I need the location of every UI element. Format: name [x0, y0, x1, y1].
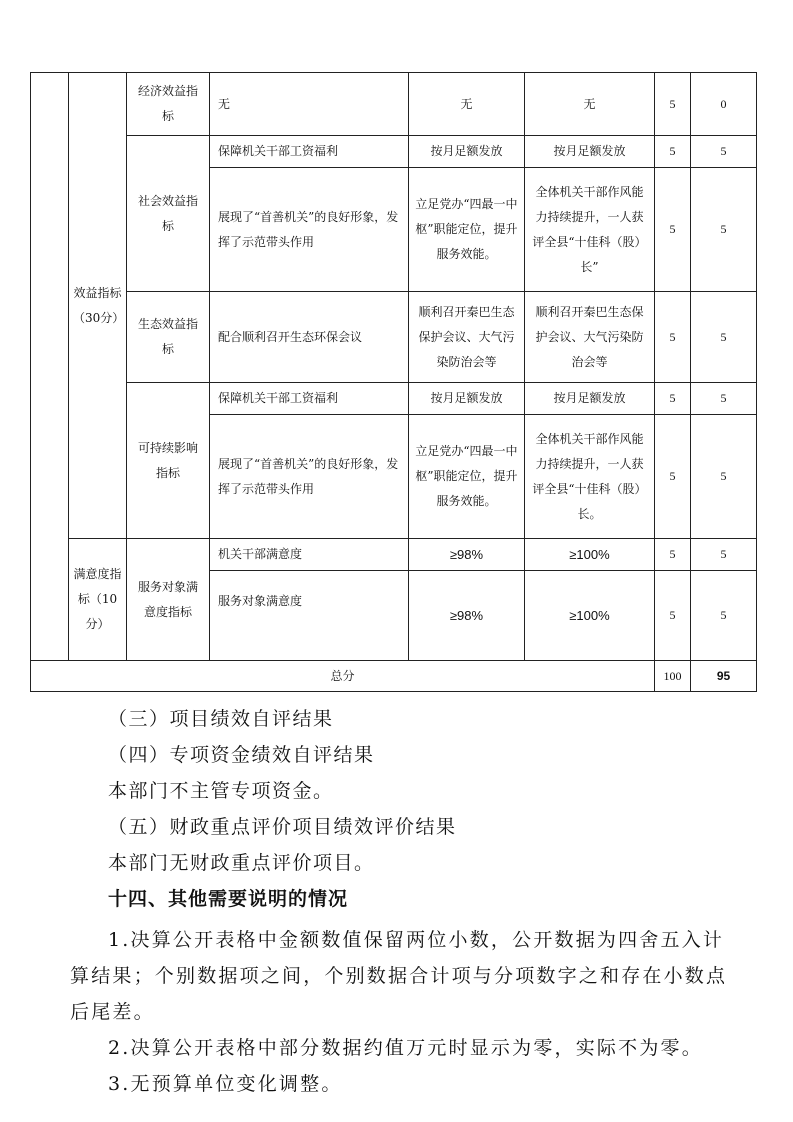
- total-label: 总分: [31, 661, 655, 692]
- annual-target: 按月足额发放: [409, 383, 525, 415]
- weight-value: 5: [655, 168, 691, 292]
- indicator-content: 保障机关干部工资福利: [210, 383, 409, 415]
- indicator-social: 社会效益指标: [127, 136, 210, 292]
- indicator-content: 无: [210, 73, 409, 136]
- annual-target: ≥98%: [409, 539, 525, 571]
- actual-result: 顺利召开秦巴生态保护会议、大气污染防治会等: [525, 292, 655, 383]
- actual-result: ≥100%: [525, 571, 655, 661]
- level1-cell: [31, 73, 69, 661]
- performance-table: [30, 72, 757, 692]
- actual-result: ≥100%: [525, 539, 655, 571]
- annual-target: 按月足额发放: [409, 136, 525, 168]
- indicator-service-satisfaction: 服务对象满意度指标: [127, 539, 210, 661]
- score-value: 5: [691, 168, 757, 292]
- note-item-3: 3.无预算单位变化调整。: [108, 1073, 343, 1095]
- score-value: 5: [691, 136, 757, 168]
- score-value: 5: [691, 292, 757, 383]
- annual-target: 无: [409, 73, 525, 136]
- weight-value: 5: [655, 383, 691, 415]
- indicator-economic: 经济效益指标: [127, 73, 210, 136]
- section-heading-4: （四）专项资金绩效自评结果: [108, 744, 375, 766]
- indicator-content: 机关干部满意度: [210, 539, 409, 571]
- section-paragraph-5: 本部门无财政重点评价项目。: [108, 852, 375, 874]
- actual-result: 全体机关干部作风能力持续提升，一人获评全县“十佳科（股）长。: [525, 415, 655, 539]
- actual-result: 按月足额发放: [525, 136, 655, 168]
- indicator-content: 展现了“首善机关”的良好形象，发挥了示范带头作用: [210, 168, 409, 292]
- section-heading-5: （五）财政重点评价项目绩效评价结果: [108, 816, 457, 838]
- annual-target: 顺利召开秦巴生态保护会议、大气污染防治会等: [409, 292, 525, 383]
- indicator-ecological: 生态效益指标: [127, 292, 210, 383]
- score-value: 5: [691, 571, 757, 661]
- section-paragraph-4: 本部门不主管专项资金。: [108, 780, 334, 802]
- score-value: 5: [691, 383, 757, 415]
- score-value: 0: [691, 73, 757, 136]
- weight-value: 5: [655, 415, 691, 539]
- note-item-1: 1.决算公开表格中金额数值保留两位小数，公开数据为四舍五入计算结果；个别数据项之间，个别数据合计项与分项数字之和存在小数点后尾差。: [70, 929, 728, 1023]
- indicator-content: 展现了“首善机关”的良好形象，发挥了示范带头作用: [210, 415, 409, 539]
- indicator-content: 配合顺利召开生态环保会议: [210, 292, 409, 383]
- actual-result: 按月足额发放: [525, 383, 655, 415]
- satisfaction-indicator-label: 满意度指标（10分）: [69, 539, 127, 661]
- score-value: 5: [691, 415, 757, 539]
- notes-list: [70, 922, 730, 1102]
- section-heading-3: （三）项目绩效自评结果: [108, 708, 334, 730]
- chapter-heading-14: 十四、其他需要说明的情况: [108, 888, 349, 910]
- total-full-score: 100: [655, 661, 691, 692]
- weight-value: 5: [655, 539, 691, 571]
- total-score: 95: [691, 661, 757, 692]
- weight-value: 5: [655, 571, 691, 661]
- weight-value: 5: [655, 73, 691, 136]
- annual-target: 立足党办“四最一中枢”职能定位，提升服务效能。: [409, 415, 525, 539]
- note-item-2: 2.决算公开表格中部分数据约值万元时显示为零，实际不为零。: [108, 1037, 703, 1059]
- indicator-sustainable: 可持续影响指标: [127, 383, 210, 539]
- benefit-indicator-label: 效益指标（30分）: [69, 73, 127, 539]
- actual-result: 全体机关干部作风能力持续提升，一人获评全县“十佳科（股）长”: [525, 168, 655, 292]
- score-value: 5: [691, 539, 757, 571]
- annual-target: ≥98%: [409, 571, 525, 661]
- indicator-content: 服务对象满意度: [210, 571, 409, 661]
- actual-result: 无: [525, 73, 655, 136]
- weight-value: 5: [655, 292, 691, 383]
- indicator-content: 保障机关干部工资福利: [210, 136, 409, 168]
- annual-target: 立足党办“四最一中枢”职能定位，提升服务效能。: [409, 168, 525, 292]
- weight-value: 5: [655, 136, 691, 168]
